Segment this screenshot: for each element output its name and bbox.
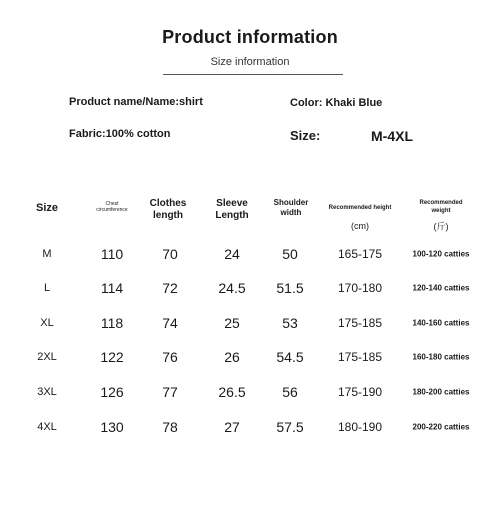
product-fabric: Fabric:100% cotton [69,128,171,140]
cell-chest: 118 [100,315,124,331]
size-range: M-4XL [371,128,413,144]
header-height-unit: (cm) [351,221,369,231]
cell-size: M [42,248,52,260]
cell-weight: 100-120 catties [412,249,470,259]
cell-sleeve: 26 [224,349,240,365]
cell-chest: 130 [100,419,124,435]
cell-length: 77 [162,384,178,400]
header-recommended-weight: Recommended weight [419,200,463,214]
cell-weight: 120-140 catties [412,283,470,293]
cell-shoulder: 53 [282,315,298,331]
cell-size: 4XL [37,421,57,433]
cell-sleeve: 24 [224,246,240,262]
cell-length: 78 [162,419,178,435]
cell-length: 70 [162,246,178,262]
header-shoulder-width: Shoulder width [273,198,309,217]
cell-length: 76 [162,349,178,365]
cell-chest: 110 [100,246,124,262]
cell-sleeve: 26.5 [218,384,246,400]
product-color: Color: Khaki Blue [290,97,383,109]
cell-height: 180-190 [337,420,383,434]
cell-weight: 140-160 catties [412,318,470,328]
cell-weight: 200-220 catties [412,422,470,432]
cell-sleeve: 24.5 [218,280,246,296]
cell-weight: 180-200 catties [412,387,470,397]
header-size: Size [35,202,59,214]
cell-height: 175-190 [337,385,383,399]
header-sleeve-length: Sleeve Length [215,198,249,221]
cell-shoulder: 54.5 [276,349,304,365]
cell-chest: 114 [100,280,124,296]
cell-length: 74 [162,315,178,331]
header-recommended-height: Recommended height [328,205,392,211]
cell-size: 2XL [37,351,57,363]
section-subtitle: Size information [210,56,290,68]
size-label: Size: [290,128,321,143]
header-clothes-length: Clothes length [149,198,187,221]
cell-shoulder: 57.5 [276,419,304,435]
cell-shoulder: 51.5 [276,280,304,296]
cell-shoulder: 56 [282,384,298,400]
cell-size: L [43,282,51,294]
header-chest: Chest circumference [96,201,128,213]
product-name: Product name/Name:shirt [69,96,203,108]
cell-size: 3XL [37,386,57,398]
cell-sleeve: 27 [224,419,240,435]
cell-sleeve: 25 [224,315,240,331]
cell-height: 175-185 [337,350,383,364]
header-weight-unit: (斤) [433,221,449,232]
cell-size: XL [40,317,54,329]
cell-height: 165-175 [337,247,383,261]
cell-weight: 160-180 catties [412,352,470,362]
cell-length: 72 [162,280,178,296]
cell-chest: 126 [100,384,124,400]
page-title: Product information [162,27,338,47]
cell-height: 170-180 [337,281,383,295]
cell-height: 175-185 [337,316,383,330]
cell-shoulder: 50 [282,246,298,262]
cell-chest: 122 [100,349,124,365]
